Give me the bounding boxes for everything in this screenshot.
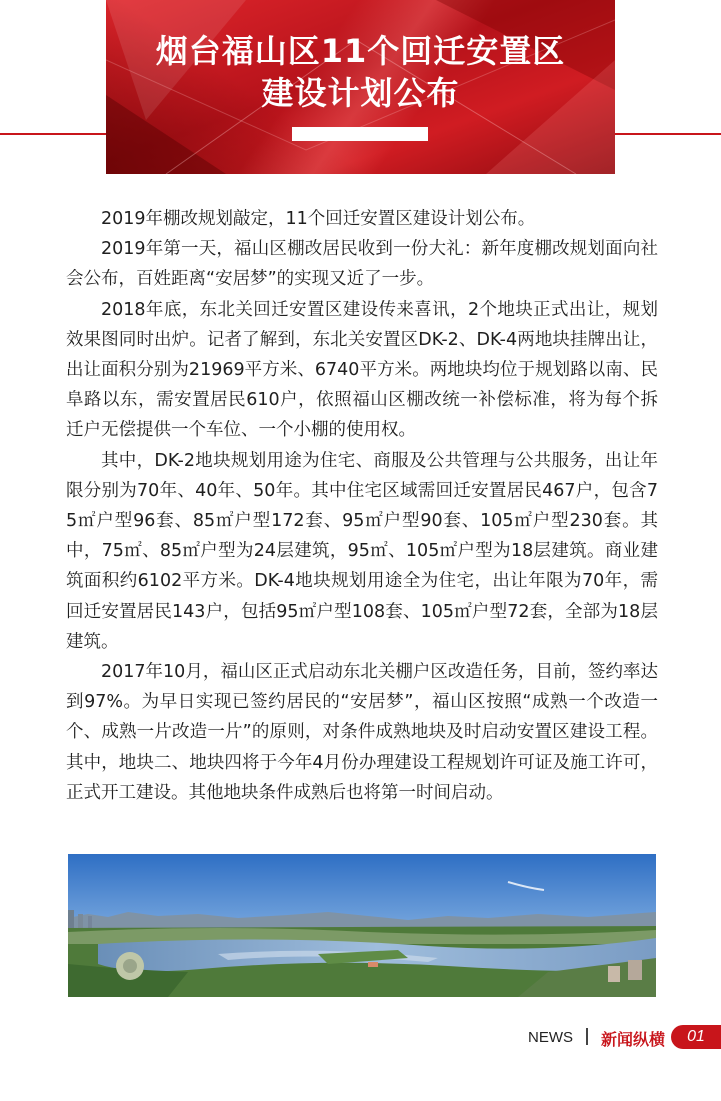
paragraph-1: 2019年棚改规划敲定，11个回迁安置区建设计划公布。 xyxy=(101,209,536,229)
page-title xyxy=(106,30,615,114)
footer-news-label: NEWS xyxy=(528,1029,573,1046)
title-banner xyxy=(106,0,615,174)
footer-divider xyxy=(586,1028,588,1045)
paragraph-3: 2018年底，东北关回迁安置区建设传来喜讯，2个地块正式出让，规划效果图同时出炉。记者了解到，东北关安置区DK-2、DK-4两地块挂牌出让，出让面积分别为21969平方米、6740平方米。两地块均位于规划路以南、民阜路以东，需安置居民610户，依照福山区棚改统一补偿标准，将为每个拆迁户无偿提供一个车位、一个小棚的使用权。 xyxy=(66,299,658,441)
header-rule-left xyxy=(0,133,106,135)
page-footer xyxy=(481,1024,721,1050)
paragraph-5: 2017年10月，福山区正式启动东北关棚户区改造任务，目前，签约率达到97%。为早日实现已签约居民的“安居梦”，福山区按照“成熟一个改造一个、成熟一片改造一片”的原则，对条件成熟地块及时启动安置区建设工程。其中，地块二、地块四将于今年4月份办理建设工程规划许可证及施工许可，正式开工建设。其他地块条件成熟后也将第一时间启动。 xyxy=(66,662,658,803)
river-panorama-photo xyxy=(68,854,656,997)
page-number: 01 xyxy=(671,1025,721,1049)
header-rule-right xyxy=(615,133,721,135)
title-line-2: 建设计划公布 xyxy=(261,74,460,112)
title-underline-bar xyxy=(292,127,428,141)
paragraph-2: 2019年第一天，福山区棚改居民收到一份大礼：新年度棚改规划面向社会公布，百姓距离“安居梦”的实现又近了一步。 xyxy=(66,239,658,290)
article-body xyxy=(66,204,658,808)
footer-section-name: 新闻纵横 xyxy=(600,1030,665,1049)
title-line-1: 烟台福山区11个回迁安置区 xyxy=(155,32,566,70)
paragraph-4: 其中，DK-2地块规划用途为住宅、商服及公共管理与公共服务，出让年限分别为70年、40年、50年。其中住宅区域需回迁安置居民467户，包含75㎡户型96套、85㎡户型172套、95㎡户型90套、105㎡户型230套。其中，75㎡、85㎡户型为24层建筑，95㎡、105㎡户型为18层建筑。商业建筑面积约6102平方米。DK-4地块规划用途全为住宅，出让年限为70年，需回迁安置居民143户，包括95㎡户型108套、105㎡户型72套，全部为18层建筑。 xyxy=(66,450,658,652)
